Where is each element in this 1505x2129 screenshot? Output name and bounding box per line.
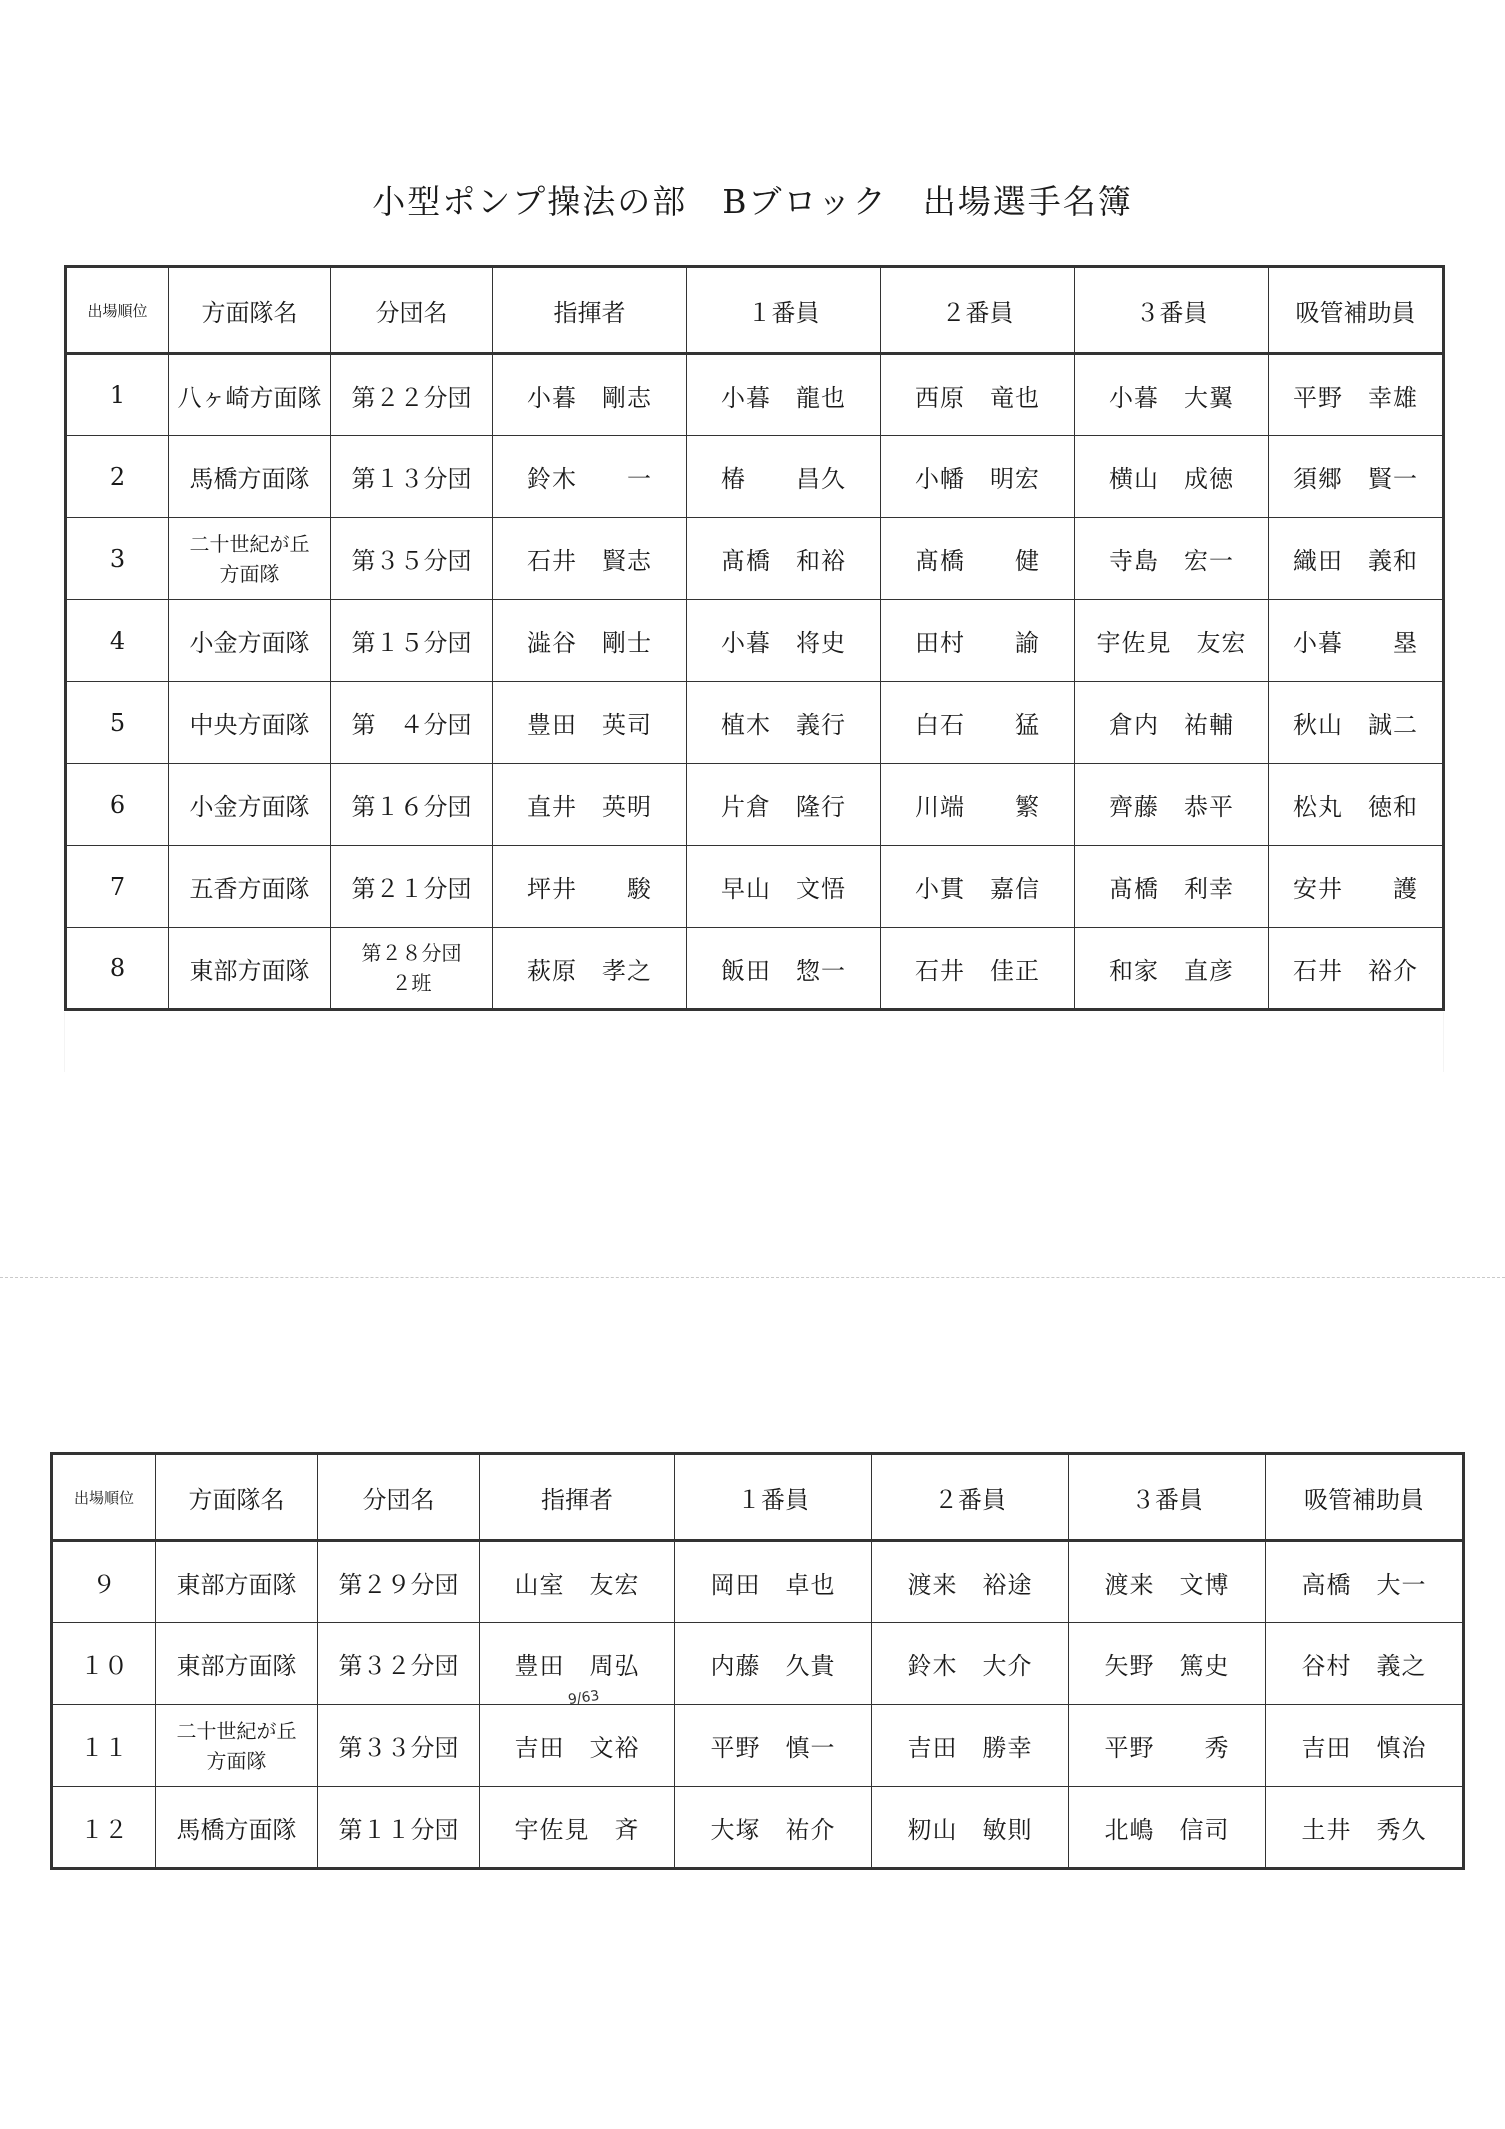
cell-commander: 山室 友宏 <box>480 1541 675 1623</box>
cell-commander: 鈴木 一 <box>493 436 687 518</box>
cell-no1: 小暮 龍也 <box>687 354 881 436</box>
cell-commander: 萩原 孝之 <box>493 928 687 1010</box>
cell-no3: 平野 秀 <box>1069 1705 1266 1787</box>
header-area: 方面隊名 <box>169 267 331 354</box>
cell-assistant: 秋山 誠二 <box>1269 682 1444 764</box>
table-row <box>52 1623 1464 1705</box>
cell-no1: 椿 昌久 <box>687 436 881 518</box>
header-unit: 分団名 <box>318 1454 480 1541</box>
table-row <box>66 846 1444 928</box>
cell-order: １０ <box>52 1623 156 1705</box>
cell-no3: 小暮 大翼 <box>1075 354 1269 436</box>
cell-no1: 早山 文悟 <box>687 846 881 928</box>
cell-area: 馬橋方面隊 <box>156 1787 318 1869</box>
table-row <box>66 518 1444 600</box>
cell-unit: 第１５分団 <box>331 600 493 682</box>
cell-area: 馬橋方面隊 <box>169 436 331 518</box>
cell-no1: 岡田 卓也 <box>675 1541 872 1623</box>
header-no1: １番員 <box>687 267 881 354</box>
cell-commander: 小暮 剛志 <box>493 354 687 436</box>
cell-order: 7 <box>66 846 169 928</box>
page-title: 小型ポンプ操法の部 Bブロック 出場選手名簿 <box>372 182 1133 221</box>
cell-area: 東部方面隊 <box>156 1541 318 1623</box>
table-row <box>66 354 1444 436</box>
header-order: 出場順位 <box>52 1454 156 1541</box>
cell-order: 2 <box>66 436 169 518</box>
cell-assistant: 土井 秀久 <box>1266 1787 1464 1869</box>
cell-no2: 吉田 勝幸 <box>872 1705 1069 1787</box>
cell-no2: 小貫 嘉信 <box>881 846 1075 928</box>
cell-area: 二十世紀が丘方面隊 <box>156 1705 318 1787</box>
cell-assistant: 小暮 塁 <box>1269 600 1444 682</box>
cell-no1: 片倉 隆行 <box>687 764 881 846</box>
cell-order: 8 <box>66 928 169 1010</box>
cell-no3: 髙橋 利幸 <box>1075 846 1269 928</box>
header-assistant: 吸管補助員 <box>1269 267 1444 354</box>
cell-order: 3 <box>66 518 169 600</box>
cell-commander: 直井 英明 <box>493 764 687 846</box>
cell-no3: 渡来 文博 <box>1069 1541 1266 1623</box>
cell-assistant: 織田 義和 <box>1269 518 1444 600</box>
cell-unit: 第３２分団 <box>318 1623 480 1705</box>
cell-order: １２ <box>52 1787 156 1869</box>
handwritten-note: 9/63 <box>567 1687 601 1709</box>
cell-no3: 宇佐見 友宏 <box>1075 600 1269 682</box>
header-row <box>52 1454 1464 1541</box>
table-row <box>52 1705 1464 1787</box>
cell-area: 中央方面隊 <box>169 682 331 764</box>
header-row <box>66 267 1444 354</box>
cell-no3: 横山 成徳 <box>1075 436 1269 518</box>
table-row <box>52 1787 1464 1869</box>
cell-assistant: 平野 幸雄 <box>1269 354 1444 436</box>
cell-unit: 第２８分団２班 <box>331 928 493 1010</box>
cell-no2: 西原 竜也 <box>881 354 1075 436</box>
table-row <box>66 600 1444 682</box>
cell-no2: 白石 猛 <box>881 682 1075 764</box>
cell-unit: 第２９分団 <box>318 1541 480 1623</box>
header-area: 方面隊名 <box>156 1454 318 1541</box>
cell-order: 6 <box>66 764 169 846</box>
cell-commander: 宇佐見 斉 <box>480 1787 675 1869</box>
cell-assistant: 須郷 賢一 <box>1269 436 1444 518</box>
cell-unit: 第３５分団 <box>331 518 493 600</box>
cell-order: 1 <box>66 354 169 436</box>
cell-no3: 倉内 祐輔 <box>1075 682 1269 764</box>
cell-commander: 吉田 文裕 <box>480 1705 675 1787</box>
cell-order: 4 <box>66 600 169 682</box>
cell-commander: 豊田 英司 <box>493 682 687 764</box>
cell-assistant: 高橋 大一 <box>1266 1541 1464 1623</box>
table-row <box>52 1541 1464 1623</box>
cell-no2: 小幡 明宏 <box>881 436 1075 518</box>
cell-unit: 第１３分団 <box>331 436 493 518</box>
header-no2: ２番員 <box>872 1454 1069 1541</box>
cell-unit: 第１６分団 <box>331 764 493 846</box>
cell-area: 小金方面隊 <box>169 764 331 846</box>
cell-unit: 第２２分団 <box>331 354 493 436</box>
roster-table-1 <box>64 265 1445 1011</box>
cell-no1: 小暮 将史 <box>687 600 881 682</box>
cell-area: 東部方面隊 <box>156 1623 318 1705</box>
cell-no2: 鈴木 大介 <box>872 1623 1069 1705</box>
header-no3: ３番員 <box>1075 267 1269 354</box>
cell-assistant: 谷村 義之 <box>1266 1623 1464 1705</box>
cell-no3: 矢野 篤史 <box>1069 1623 1266 1705</box>
cell-unit: 第３３分団 <box>318 1705 480 1787</box>
cell-commander: 豊田 周弘 <box>480 1623 675 1705</box>
cell-no2: 石井 佳正 <box>881 928 1075 1010</box>
cell-no1: 平野 慎一 <box>675 1705 872 1787</box>
roster-table-2 <box>50 1452 1465 1870</box>
cell-area: 五香方面隊 <box>169 846 331 928</box>
table-row <box>66 928 1444 1010</box>
header-unit: 分団名 <box>331 267 493 354</box>
bleed-through-row <box>64 1012 1444 1072</box>
cell-area: 小金方面隊 <box>169 600 331 682</box>
cell-no2: 籾山 敏則 <box>872 1787 1069 1869</box>
cell-assistant: 石井 裕介 <box>1269 928 1444 1010</box>
cell-order: ９ <box>52 1541 156 1623</box>
cell-no1: 飯田 惣一 <box>687 928 881 1010</box>
header-commander: 指揮者 <box>493 267 687 354</box>
cell-no2: 田村 諭 <box>881 600 1075 682</box>
cell-no2: 髙橋 健 <box>881 518 1075 600</box>
table-row <box>66 436 1444 518</box>
cell-no1: 髙橋 和裕 <box>687 518 881 600</box>
header-no2: ２番員 <box>881 267 1075 354</box>
cell-unit: 第１１分団 <box>318 1787 480 1869</box>
cell-assistant: 安井 護 <box>1269 846 1444 928</box>
cell-no2: 川端 繁 <box>881 764 1075 846</box>
cell-no3: 寺島 宏一 <box>1075 518 1269 600</box>
cell-no1: 植木 義行 <box>687 682 881 764</box>
cell-order: 5 <box>66 682 169 764</box>
cell-area: 八ヶ崎方面隊 <box>169 354 331 436</box>
table-row <box>66 682 1444 764</box>
cell-no3: 齊藤 恭平 <box>1075 764 1269 846</box>
cell-no3: 北嶋 信司 <box>1069 1787 1266 1869</box>
cell-assistant: 吉田 慎治 <box>1266 1705 1464 1787</box>
cell-no3: 和家 直彦 <box>1075 928 1269 1010</box>
cell-area: 東部方面隊 <box>169 928 331 1010</box>
cell-unit: 第２１分団 <box>331 846 493 928</box>
cell-unit: 第 ４分団 <box>331 682 493 764</box>
cell-order: １１ <box>52 1705 156 1787</box>
table-row <box>66 764 1444 846</box>
cell-commander: 澁谷 剛士 <box>493 600 687 682</box>
cell-no2: 渡来 裕途 <box>872 1541 1069 1623</box>
fold-line <box>0 1277 1505 1278</box>
cell-no1: 大塚 祐介 <box>675 1787 872 1869</box>
header-no3: ３番員 <box>1069 1454 1266 1541</box>
header-order: 出場順位 <box>66 267 169 354</box>
header-assistant: 吸管補助員 <box>1266 1454 1464 1541</box>
cell-no1: 内藤 久貴 <box>675 1623 872 1705</box>
cell-commander: 坪井 駿 <box>493 846 687 928</box>
cell-assistant: 松丸 徳和 <box>1269 764 1444 846</box>
header-commander: 指揮者 <box>480 1454 675 1541</box>
header-no1: １番員 <box>675 1454 872 1541</box>
cell-area: 二十世紀が丘方面隊 <box>169 518 331 600</box>
cell-commander: 石井 賢志 <box>493 518 687 600</box>
